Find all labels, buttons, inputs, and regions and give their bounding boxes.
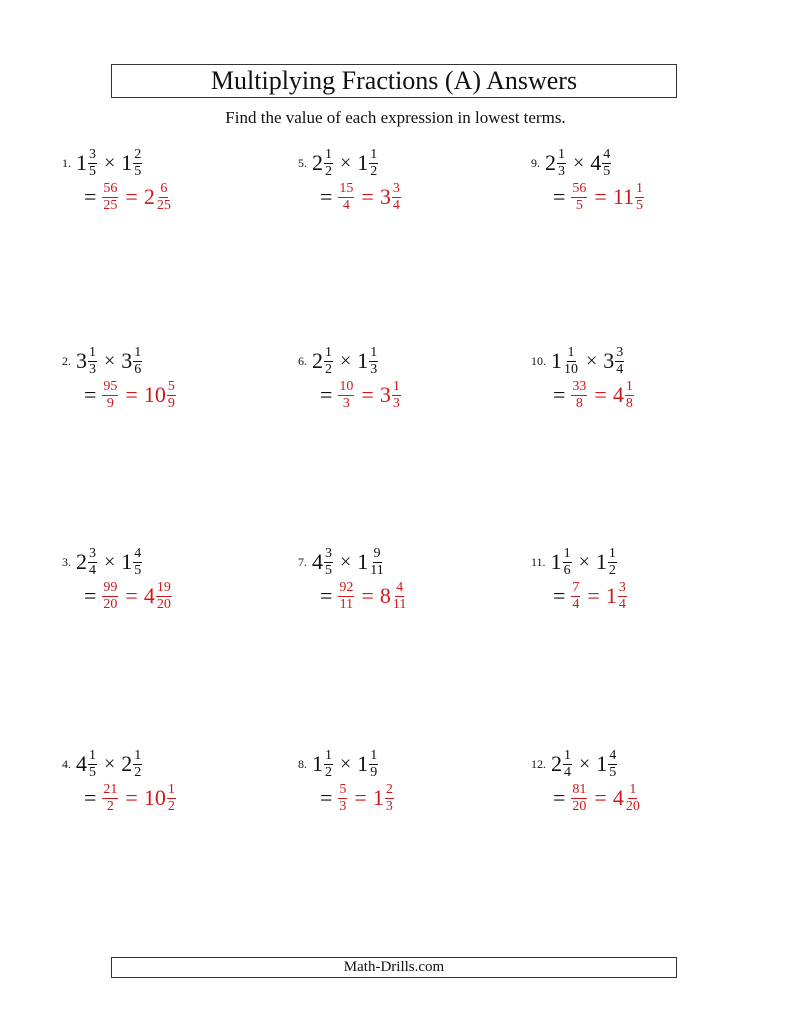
whole-number: 1 <box>121 150 133 175</box>
equals-sign: = <box>354 785 367 810</box>
numerator: 1 <box>370 747 378 763</box>
whole-number: 1 <box>605 583 617 608</box>
denominator: 3 <box>385 798 393 814</box>
numerator: 21 <box>103 781 118 797</box>
denominator: 5 <box>134 163 142 179</box>
problem-number: 10. <box>531 353 546 368</box>
equals-sign: = <box>553 184 566 209</box>
numerator: 33 <box>572 378 587 394</box>
equals-sign: = <box>361 184 374 209</box>
equals-sign: = <box>361 382 374 407</box>
improper-fraction <box>338 380 354 411</box>
answer <box>320 781 498 815</box>
denominator: 4 <box>342 197 350 213</box>
numerator: 1 <box>370 344 378 360</box>
denominator: 3 <box>342 395 350 411</box>
problem-expression <box>298 146 498 180</box>
mixed-fraction <box>618 581 627 612</box>
denominator: 2 <box>325 361 332 377</box>
whole-number: 3 <box>76 348 87 373</box>
numerator: 4 <box>609 747 617 763</box>
problem-number: 9. <box>531 155 540 170</box>
whole-number: 4 <box>76 751 87 776</box>
mixed-fraction <box>167 380 176 411</box>
denominator: 20 <box>625 798 640 814</box>
first-fraction <box>563 749 572 780</box>
whole-number: 1 <box>595 549 607 574</box>
first-fraction <box>88 547 97 578</box>
denominator: 3 <box>558 163 565 179</box>
whole-number: 2 <box>121 751 133 776</box>
improper-fraction <box>102 380 118 411</box>
problem-expression <box>62 344 262 378</box>
second-fraction <box>133 346 142 377</box>
footer-text: Math-Drills.com <box>343 959 445 975</box>
first-fraction <box>324 346 333 377</box>
denominator: 5 <box>636 197 644 213</box>
whole-number: 4 <box>590 150 602 175</box>
equals-sign: = <box>553 583 566 608</box>
answer <box>320 378 498 412</box>
denominator: 5 <box>89 163 96 179</box>
times-sign: × <box>586 350 598 372</box>
numerator: 6 <box>160 180 168 196</box>
mixed-fraction <box>385 783 394 814</box>
mixed-fraction <box>392 380 401 411</box>
first-fraction <box>88 749 97 780</box>
problem-number: 3. <box>62 554 71 569</box>
problem-item <box>62 747 262 815</box>
equals-sign: = <box>320 785 333 810</box>
numerator: 1 <box>636 180 644 196</box>
whole-number: 1 <box>550 549 562 574</box>
numerator: 92 <box>339 579 354 595</box>
improper-fraction <box>571 783 587 814</box>
whole-number: 1 <box>76 150 87 175</box>
numerator: 7 <box>572 579 580 595</box>
problem-item <box>62 146 262 214</box>
equals-sign: = <box>84 583 97 608</box>
whole-number: 4 <box>312 549 323 574</box>
numerator: 3 <box>392 180 400 196</box>
denominator: 2 <box>167 798 175 814</box>
whole-number: 4 <box>143 583 155 608</box>
numerator: 1 <box>134 747 142 763</box>
answer <box>553 781 731 815</box>
mixed-fraction <box>167 783 176 814</box>
equals-sign: = <box>553 785 566 810</box>
problem-number: 7. <box>298 554 307 569</box>
denominator: 8 <box>575 395 583 411</box>
problem-number: 2. <box>62 353 71 368</box>
equals-sign: = <box>320 184 333 209</box>
mixed-fraction <box>625 783 641 814</box>
second-fraction <box>369 547 384 578</box>
answer <box>84 781 262 815</box>
denominator: 4 <box>616 361 624 377</box>
times-sign: × <box>573 152 585 174</box>
equals-sign: = <box>320 583 333 608</box>
times-sign: × <box>104 551 116 573</box>
mixed-fraction <box>156 182 172 213</box>
footer <box>111 957 677 978</box>
numerator: 3 <box>89 146 96 162</box>
problem-expression <box>531 344 731 378</box>
problem-number: 4. <box>62 756 71 771</box>
whole-number: 1 <box>121 549 133 574</box>
denominator: 9 <box>106 395 114 411</box>
denominator: 2 <box>106 798 114 814</box>
denominator: 4 <box>89 562 96 578</box>
whole-number: 2 <box>545 150 556 175</box>
times-sign: × <box>578 551 590 573</box>
numerator: 10 <box>339 378 354 394</box>
equals-sign: = <box>84 382 97 407</box>
problem-expression <box>62 146 262 180</box>
problem-item <box>298 545 498 613</box>
second-fraction <box>608 547 617 578</box>
whole-number: 3 <box>121 348 133 373</box>
whole-number: 2 <box>76 549 87 574</box>
numerator: 15 <box>339 180 354 196</box>
equals-sign: = <box>594 184 607 209</box>
problem-item <box>531 747 731 815</box>
worksheet-title <box>111 64 677 98</box>
numerator: 56 <box>103 180 118 196</box>
equals-sign: = <box>361 583 374 608</box>
denominator: 11 <box>339 596 354 612</box>
whole-number: 4 <box>612 382 624 407</box>
equals-sign: = <box>125 382 138 407</box>
problem-number: 6. <box>298 353 307 368</box>
denominator: 3 <box>392 395 400 411</box>
problem-number: 12. <box>531 756 546 771</box>
numerator: 1 <box>167 781 175 797</box>
improper-fraction <box>102 182 118 213</box>
denominator: 20 <box>572 798 587 814</box>
denominator: 4 <box>618 596 626 612</box>
equals-sign: = <box>125 785 138 810</box>
worksheet-title-text: Multiplying Fractions (A) Answers <box>210 66 578 95</box>
denominator: 25 <box>156 197 171 213</box>
equals-sign: = <box>84 184 97 209</box>
denominator: 5 <box>134 562 142 578</box>
denominator: 3 <box>89 361 96 377</box>
denominator: 25 <box>103 197 118 213</box>
problem-item <box>62 344 262 412</box>
numerator: 3 <box>89 545 96 561</box>
problem-item <box>531 344 731 412</box>
problem-expression <box>298 344 498 378</box>
denominator: 6 <box>563 562 571 578</box>
denominator: 2 <box>134 764 142 780</box>
problem-expression <box>298 545 498 579</box>
whole-number: 11 <box>612 184 635 209</box>
numerator: 3 <box>325 545 332 561</box>
numerator: 1 <box>325 344 332 360</box>
denominator: 2 <box>325 764 332 780</box>
answer <box>320 180 498 214</box>
times-sign: × <box>104 152 116 174</box>
answer <box>84 579 262 613</box>
denominator: 5 <box>325 562 332 578</box>
numerator: 1 <box>370 146 378 162</box>
first-fraction <box>563 547 572 578</box>
denominator: 6 <box>134 361 142 377</box>
whole-number: 2 <box>551 751 562 776</box>
numerator: 3 <box>618 579 626 595</box>
times-sign: × <box>579 753 591 775</box>
numerator: 4 <box>134 545 142 561</box>
first-fraction <box>557 148 566 179</box>
times-sign: × <box>340 350 352 372</box>
mixed-fraction <box>156 581 172 612</box>
numerator: 9 <box>373 545 381 561</box>
times-sign: × <box>340 551 352 573</box>
denominator: 8 <box>625 395 633 411</box>
improper-fraction <box>102 581 118 612</box>
numerator: 1 <box>563 545 571 561</box>
times-sign: × <box>104 753 116 775</box>
denominator: 2 <box>370 163 378 179</box>
denominator: 3 <box>339 798 347 814</box>
second-fraction <box>369 346 378 377</box>
numerator: 1 <box>325 146 332 162</box>
whole-number: 10 <box>143 785 166 810</box>
answer <box>84 378 262 412</box>
mixed-fraction <box>392 581 407 612</box>
denominator: 5 <box>603 163 611 179</box>
first-fraction <box>324 749 333 780</box>
whole-number: 1 <box>551 348 562 373</box>
numerator: 1 <box>325 747 332 763</box>
equals-sign: = <box>594 382 607 407</box>
whole-number: 1 <box>312 751 323 776</box>
denominator: 11 <box>392 596 407 612</box>
equals-sign: = <box>125 583 138 608</box>
second-fraction <box>133 749 142 780</box>
problem-item <box>531 545 731 613</box>
problem-expression <box>531 146 731 180</box>
improper-fraction <box>102 783 118 814</box>
denominator: 11 <box>370 562 384 578</box>
denominator: 9 <box>370 764 378 780</box>
denominator: 5 <box>89 764 96 780</box>
numerator: 1 <box>625 378 633 394</box>
numerator: 1 <box>392 378 400 394</box>
problem-expression <box>298 747 498 781</box>
answer <box>320 579 498 613</box>
denominator: 20 <box>103 596 118 612</box>
instructions: Find the value of each expression in lowest terms. <box>225 108 566 127</box>
numerator: 1 <box>567 344 575 360</box>
denominator: 20 <box>156 596 171 612</box>
answer <box>553 378 731 412</box>
numerator: 4 <box>603 146 611 162</box>
problem-number: 1. <box>62 155 71 170</box>
numerator: 19 <box>156 579 171 595</box>
numerator: 99 <box>103 579 118 595</box>
mixed-fraction <box>625 380 634 411</box>
numerator: 1 <box>89 344 96 360</box>
second-fraction <box>369 749 378 780</box>
whole-number: 3 <box>603 348 615 373</box>
numerator: 5 <box>339 781 347 797</box>
numerator: 56 <box>572 180 587 196</box>
whole-number: 3 <box>379 184 391 209</box>
whole-number: 1 <box>372 785 384 810</box>
improper-fraction <box>338 182 354 213</box>
problem-expression <box>531 747 731 781</box>
improper-fraction <box>338 783 347 814</box>
second-fraction <box>602 148 611 179</box>
whole-number: 1 <box>357 751 369 776</box>
problem-item <box>298 146 498 214</box>
times-sign: × <box>104 350 116 372</box>
problem-item <box>531 146 731 214</box>
denominator: 4 <box>572 596 580 612</box>
equals-sign: = <box>125 184 138 209</box>
second-fraction <box>615 346 624 377</box>
problem-expression <box>62 545 262 579</box>
whole-number: 2 <box>312 150 323 175</box>
numerator: 3 <box>616 344 624 360</box>
improper-fraction <box>571 182 587 213</box>
improper-fraction <box>338 581 354 612</box>
improper-fraction <box>571 380 587 411</box>
numerator: 1 <box>89 747 96 763</box>
whole-number: 1 <box>357 348 369 373</box>
numerator: 81 <box>572 781 587 797</box>
answer <box>553 180 731 214</box>
first-fraction <box>563 346 579 377</box>
denominator: 2 <box>608 562 616 578</box>
whole-number: 2 <box>143 184 155 209</box>
equals-sign: = <box>553 382 566 407</box>
mixed-fraction <box>635 182 644 213</box>
improper-fraction <box>571 581 580 612</box>
whole-number: 3 <box>379 382 391 407</box>
second-fraction <box>369 148 378 179</box>
numerator: 1 <box>134 344 142 360</box>
first-fraction <box>324 547 333 578</box>
denominator: 10 <box>564 361 578 377</box>
second-fraction <box>133 547 142 578</box>
second-fraction <box>608 749 617 780</box>
first-fraction <box>88 346 97 377</box>
times-sign: × <box>340 753 352 775</box>
whole-number: 1 <box>357 549 369 574</box>
numerator: 1 <box>608 545 616 561</box>
answer <box>84 180 262 214</box>
numerator: 2 <box>134 146 142 162</box>
denominator: 5 <box>575 197 583 213</box>
problem-number: 5. <box>298 155 307 170</box>
problem-expression <box>531 545 731 579</box>
problem-expression <box>62 747 262 781</box>
denominator: 2 <box>325 163 332 179</box>
problem-item <box>298 344 498 412</box>
whole-number: 1 <box>596 751 608 776</box>
whole-number: 10 <box>143 382 166 407</box>
equals-sign: = <box>84 785 97 810</box>
numerator: 1 <box>558 146 565 162</box>
first-fraction <box>324 148 333 179</box>
problem-number: 11. <box>531 554 546 569</box>
equals-sign: = <box>320 382 333 407</box>
denominator: 4 <box>392 197 400 213</box>
numerator: 5 <box>167 378 175 394</box>
denominator: 9 <box>167 395 175 411</box>
problem-item <box>298 747 498 815</box>
first-fraction <box>88 148 97 179</box>
problem-number: 8. <box>298 756 307 771</box>
numerator: 95 <box>103 378 118 394</box>
whole-number: 8 <box>379 583 391 608</box>
mixed-fraction <box>392 182 401 213</box>
times-sign: × <box>340 152 352 174</box>
numerator: 2 <box>385 781 393 797</box>
problem-item <box>62 545 262 613</box>
answer <box>553 579 731 613</box>
denominator: 3 <box>370 361 378 377</box>
whole-number: 2 <box>312 348 323 373</box>
numerator: 1 <box>564 747 571 763</box>
whole-number: 4 <box>612 785 624 810</box>
equals-sign: = <box>587 583 600 608</box>
numerator: 1 <box>629 781 637 797</box>
equals-sign: = <box>594 785 607 810</box>
numerator: 4 <box>396 579 404 595</box>
denominator: 5 <box>609 764 617 780</box>
second-fraction <box>133 148 142 179</box>
denominator: 4 <box>564 764 571 780</box>
whole-number: 1 <box>357 150 369 175</box>
